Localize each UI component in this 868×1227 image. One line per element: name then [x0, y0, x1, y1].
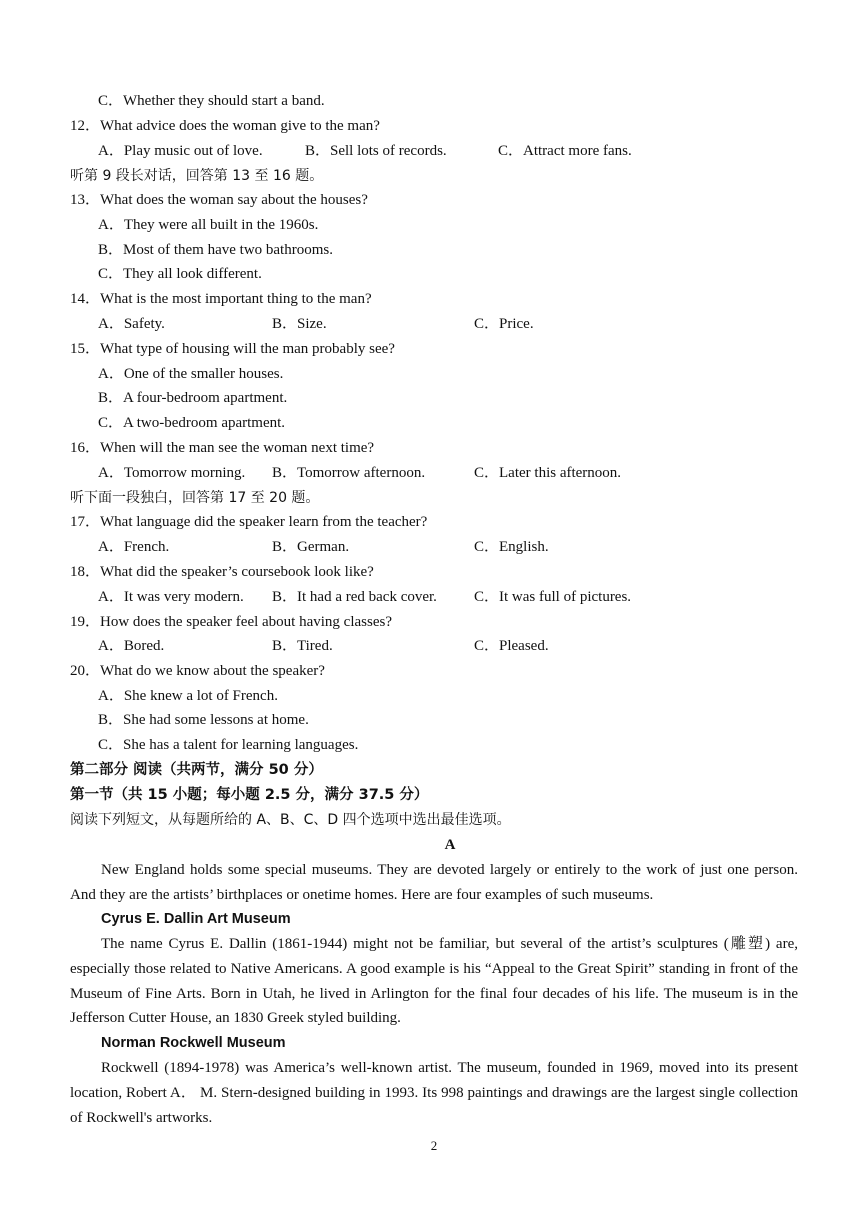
- q12-option-a: A．Play music out of love.: [98, 143, 263, 159]
- question-15: 15．What type of housing will the man probably see?: [70, 341, 395, 357]
- q20-option-c: C．She has a talent for learning languages.: [98, 737, 359, 753]
- q18-option-c: C．It was full of pictures.: [474, 589, 632, 605]
- q11-option-c: C．Whether they should start a band.: [98, 93, 325, 109]
- question-12: 12．What advice does the woman give to the man?: [70, 118, 380, 134]
- q16-option-b: B．Tomorrow afternoon.: [272, 465, 426, 481]
- q12-options: [98, 139, 828, 164]
- q18-option-a: A．It was very modern.: [98, 589, 244, 605]
- q18-options: [98, 585, 828, 610]
- q15-option-a: A．One of the smaller houses.: [98, 366, 284, 382]
- q16-options: [98, 461, 828, 486]
- q14-option-b: B．Size.: [272, 316, 327, 332]
- question-16: 16．When will the man see the woman next time?: [70, 440, 375, 456]
- q14-option-c: C．Price.: [474, 316, 534, 332]
- q19-options: [98, 634, 828, 659]
- q16-option-a: A．Tomorrow morning.: [98, 465, 246, 481]
- passage-label: A: [444, 837, 456, 853]
- q12-option-c: C．Attract more fans.: [498, 143, 632, 159]
- q14-options: [98, 312, 828, 337]
- part-2-title: 第二部分 阅读（共两节，满分 50 分）: [70, 762, 323, 778]
- q17-options: [98, 535, 828, 560]
- q13-option-a: A．They were all built in the 1960s.: [98, 217, 319, 233]
- q13-option-b: B．Most of them have two bathrooms.: [98, 242, 333, 258]
- dialogue-9-instruction: 听第 9 段长对话，回答第 13 至 16 题。: [70, 168, 324, 184]
- q16-option-c: C．Later this afternoon.: [474, 465, 622, 481]
- museum-2-paragraph: Rockwell (1894-1978) was America’s well-known artist. The museum, founded in 1969, moved into its present location, Robert A． M. Stern-designed building in 1993. Its 998 paintings and drawings are the largest single collection of Rockwell's artworks.: [70, 1060, 798, 1126]
- passage-intro-paragraph: New England holds some special museums. They are devoted largely or entirely to the work of just one person. And they are the artists’ birthplaces or onetime homes. Here are four examples of such museums.: [70, 862, 798, 903]
- q19-option-b: B．Tired.: [272, 638, 333, 654]
- question-19: 19．How does the speaker feel about having classes?: [70, 614, 392, 630]
- q17-option-c: C．English.: [474, 539, 549, 555]
- q12-option-b: B．Sell lots of records.: [305, 143, 447, 159]
- q19-option-a: A．Bored.: [98, 638, 165, 654]
- question-14: 14．What is the most important thing to the man?: [70, 291, 372, 307]
- q15-option-c: C．A two-bedroom apartment.: [98, 415, 286, 431]
- q20-option-a: A．She knew a lot of French.: [98, 688, 278, 704]
- q20-option-b: B．She had some lessons at home.: [98, 712, 309, 728]
- page-number: 2: [430, 1138, 438, 1153]
- section-1-title: 第一节（共 15 小题；每小题 2.5 分，满分 37.5 分）: [70, 787, 429, 803]
- q19-option-c: C．Pleased.: [474, 638, 549, 654]
- q13-option-c: C．They all look different.: [98, 266, 262, 282]
- museum-1-paragraph: The name Cyrus E. Dallin (1861-1944) might not be familiar, but several of the artist’s sculptures (雕塑) are, especially those related to Native Americans. A good example is his “Appeal to the Great Spirit” standing in front of the Museum of Fine Arts. Born in Utah, he lived in Arlington for the final four decades of his life. The museum is in the Jefferson Cutter House, an 1830 Greek styled building.: [70, 936, 798, 1027]
- q17-option-a: A．French.: [98, 539, 170, 555]
- q14-option-a: A．Safety.: [98, 316, 165, 332]
- museum-1-heading: Cyrus E. Dallin Art Museum: [101, 911, 291, 927]
- reading-instruction: 阅读下列短文，从每题所给的 A、B、C、D 四个选项中选出最佳选项。: [70, 812, 511, 828]
- museum-2-heading: Norman Rockwell Museum: [101, 1035, 286, 1051]
- question-18: 18．What did the speaker’s coursebook look like?: [70, 564, 374, 580]
- question-13: 13．What does the woman say about the houses?: [70, 192, 368, 208]
- monologue-instruction: 听下面一段独白，回答第 17 至 20 题。: [70, 490, 320, 506]
- q15-option-b: B．A four-bedroom apartment.: [98, 390, 288, 406]
- question-20: 20．What do we know about the speaker?: [70, 663, 325, 679]
- q17-option-b: B．German.: [272, 539, 350, 555]
- question-17: 17．What language did the speaker learn from the teacher?: [70, 514, 428, 530]
- q18-option-b: B．It had a red back cover.: [272, 589, 437, 605]
